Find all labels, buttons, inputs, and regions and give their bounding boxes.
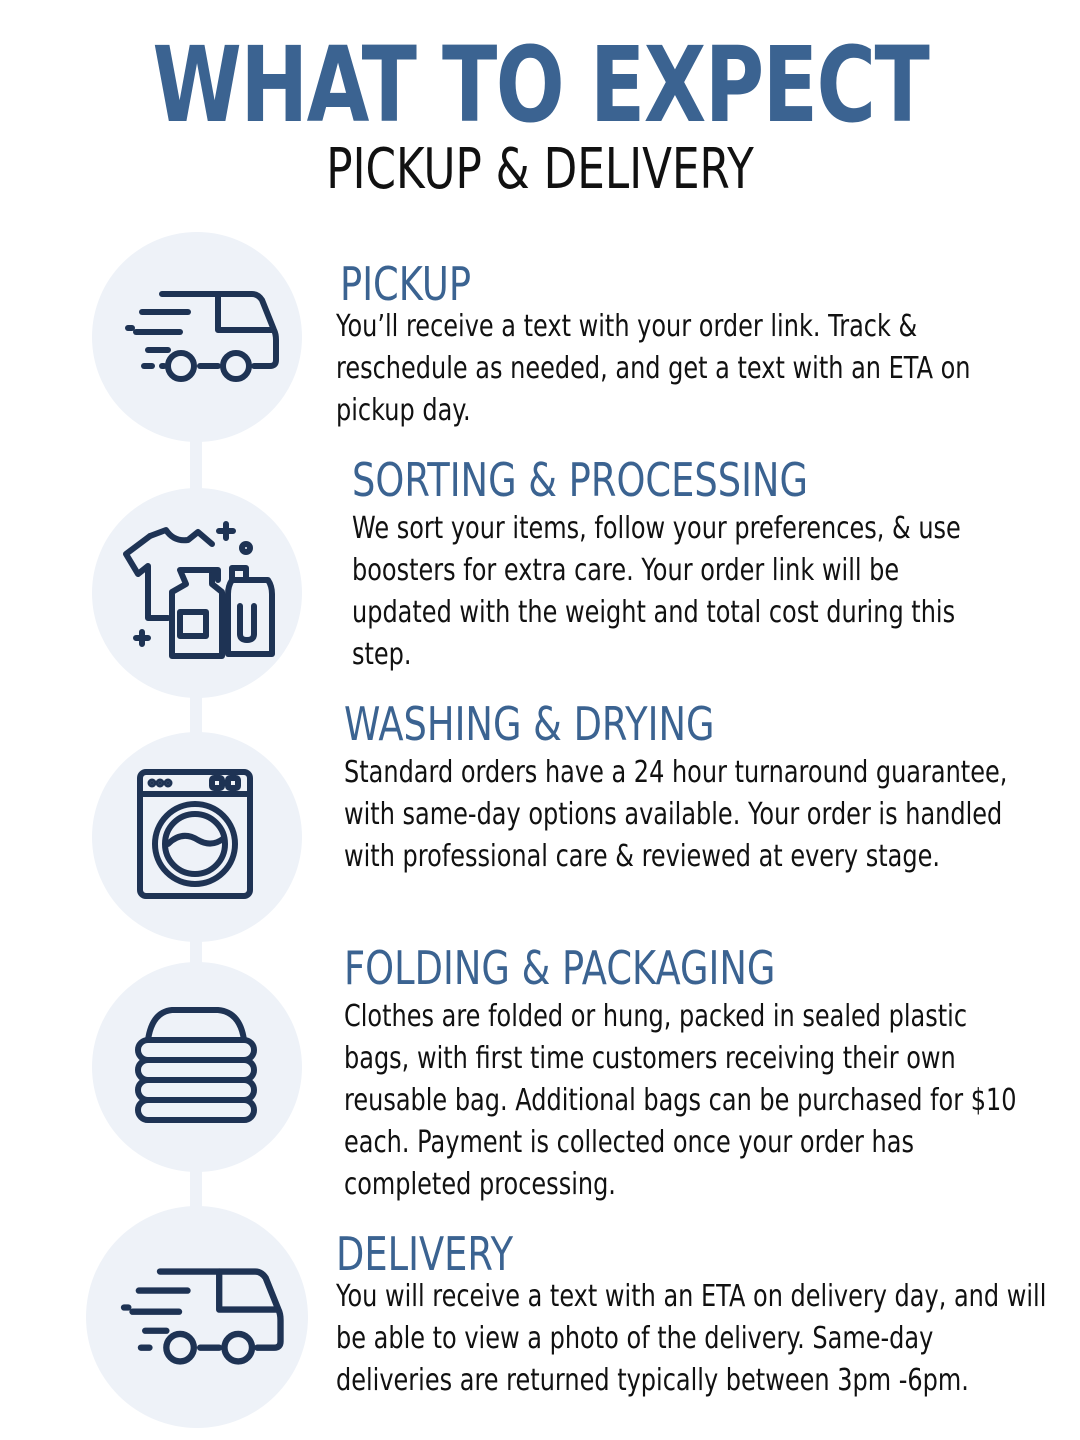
step-title: WASHING & DRYING <box>344 697 715 751</box>
page-title <box>0 24 1080 146</box>
step-title: PICKUP <box>340 257 472 311</box>
step-title: SORTING & PROCESSING <box>352 453 808 507</box>
step-folding-body <box>344 996 1064 1206</box>
step-washing-body <box>344 752 1064 878</box>
step-sorting-body <box>352 508 1072 676</box>
page-title-text: WHAT TO EXPECT <box>152 24 928 146</box>
washing-machine-icon <box>92 732 302 942</box>
folded-clothes-icon <box>92 962 302 1172</box>
step-icon-circle <box>92 732 302 942</box>
step-title: DELIVERY <box>336 1227 514 1281</box>
page-subtitle <box>0 138 1080 202</box>
step-delivery-body <box>336 1276 1056 1402</box>
step-pickup-body <box>336 306 1056 432</box>
step-folding <box>344 942 1064 994</box>
step-description: You’ll receive a text with your order link. Track & reschedule as needed, and get a text with an ETA on pickup day. <box>336 309 971 428</box>
step-description: We sort your items, follow your preferences, & use boosters for extra care. Your order link will be updated with the weight and total cost during this step. <box>352 511 961 672</box>
delivery-van-icon <box>86 1206 308 1428</box>
step-icon-circle <box>92 488 302 698</box>
step-description: Standard orders have a 24 hour turnaround guarantee, with same-day options available. Your order is handled with professional care & reviewed at every stage. <box>344 755 1008 874</box>
laundry-supplies-icon <box>92 488 302 698</box>
step-title: FOLDING & PACKAGING <box>344 941 776 995</box>
step-pickup <box>340 258 1060 310</box>
delivery-van-icon <box>92 232 302 442</box>
step-description: You will receive a text with an ETA on delivery day, and will be able to view a photo of the delivery. Same-day deliveries are returned typically between 3pm -6pm. <box>336 1279 1047 1398</box>
step-icon-circle <box>92 962 302 1172</box>
step-sorting <box>352 454 1072 506</box>
step-description: Clothes are folded or hung, packed in sealed plastic bags, with first time customers receiving their own reusable bag. Additional bags can be purchased for $10 each. Payment is collected once your order has completed processing. <box>344 999 1017 1202</box>
step-icon-circle <box>86 1206 308 1428</box>
step-delivery <box>336 1228 1056 1280</box>
step-washing <box>344 698 1064 750</box>
step-icon-circle <box>92 232 302 442</box>
page-subtitle-text: PICKUP & DELIVERY <box>326 137 754 202</box>
